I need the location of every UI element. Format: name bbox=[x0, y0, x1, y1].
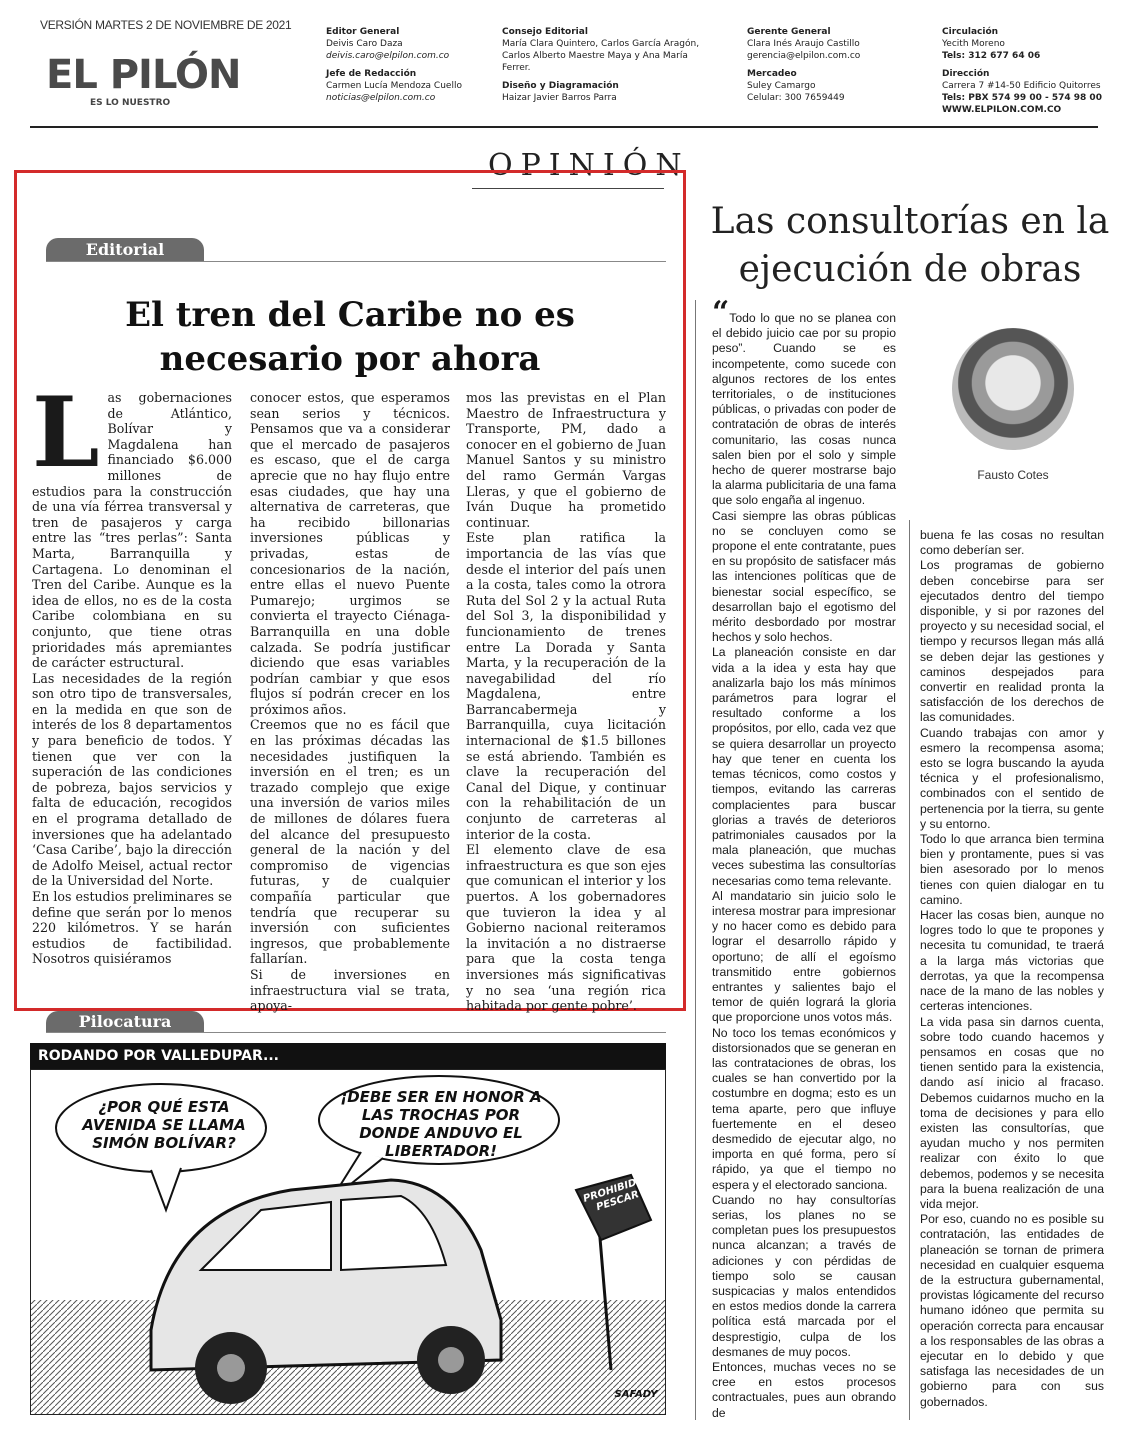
paragraph: La planeación consiste en dar vida a la idea y esta hay que analizarla bajo los más mínimos parámetros para lograr el resultado conforme a los propósitos, por ello, cada vez que se quiera desarrollar un proyecto hay que tener en cuenta los temas técnicos, como costos y tiempos, evitando las carreras complacientes para buscar glorias a través de deterioros patrimoniales causados por la mala planeación, que muchas veces subestima las consultorías necesarias como tema relevante. bbox=[712, 645, 896, 888]
column-headline: Las consultorías en la ejecución de obras bbox=[710, 201, 1110, 290]
staff-title: Mercadeo bbox=[747, 69, 797, 79]
sign-text: PROHIBIDO PESCAR bbox=[581, 1174, 647, 1214]
staff-block-editor bbox=[326, 26, 496, 104]
staff-name: Haizar Javier Barros Parra bbox=[502, 93, 617, 103]
staff-title: Consejo Editorial bbox=[502, 27, 588, 37]
staff-name: Deivis Caro Daza bbox=[326, 39, 403, 49]
paragraph: Cuando trabajas con amor y esmero la recompensa asoma; esto se logra buscando la ayuda técnica y el profesionalismo, combinados con el sentido de pertenencia por la tierra, su gente y su entorno. bbox=[920, 725, 1104, 831]
staff-block-manager bbox=[747, 26, 917, 104]
cartoon-panel bbox=[30, 1069, 666, 1415]
paragraph: conocer estos, que esperamos sean serios y técnicos. Pensamos que va a considerar que el mercado de pasajeros es escaso, que el de carga aprecie que no hay flujo entre esas ciudades, que hay una alternativa de carreteras, que ha recibido billonarias inversiones públicas y privadas, estas de concesionarios de la nación, entre ellas el nuevo Puente Pumarejo; urgimos se convierta el trayecto Ciénaga-Barranquilla en una doble calzada. Se podría justificar diciendo que esas variables podrían cambiar y que esos flujos sí podrán crecer en los próximos años. bbox=[250, 390, 450, 717]
editorial-label: Editorial bbox=[46, 238, 204, 262]
staff-email: gerencia@elpilon.com.co bbox=[747, 51, 861, 61]
cartoon-label: Pilocatura bbox=[46, 1011, 204, 1033]
paragraph: La vida pasa sin darnos cuenta, sobre todo cuando hacemos y pensamos en cosas que no tienen sentido para la existencia, dando así inicio al fracaso. Debemos cuidarnos mucho en la toma de decisiones y para ello existen las consultorías, que ayudan mucho y nos permiten realizar con éxito lo que debemos, podemos y se necesita para la buena realización de una vida mejor. bbox=[920, 1014, 1104, 1211]
dropcap: L bbox=[32, 376, 100, 489]
column-divider bbox=[695, 300, 696, 1420]
paragraph: mos las previstas en el Plan Maestro de Infraestructura y Transporte, PM, dado a conocer en el gobierno de Juan Manuel Santos y su ministro del ramo Germán Vargas Lleras, y que el gobierno de Iván Duque ha prometido continuar. bbox=[466, 390, 666, 530]
staff-address: Carrera 7 #14-50 Edificio Quitorres bbox=[942, 81, 1101, 91]
paragraph: En los estudios preliminares se define que serán por lo menos 220 kilómetros. Y se harán estudios de factibilidad. Nosotros quisiéramos bbox=[32, 889, 232, 967]
author-name: Fausto Cotes bbox=[977, 468, 1049, 482]
staff-title: Editor General bbox=[326, 27, 400, 37]
paragraph: as gobernaciones de Atlántico, Bolívar y Magdalena han financiado $6.000 millones de estudios para la construcción de una vía férrea transversal y tren de pasajeros y carga entre las “tres perlas”: Santa Marta, Barranquilla y Cartagena. Lo denominan el Tren del Caribe. Aunque es la idea de ellos, no es de la costa Caribe colombiana en su conjunto, que tiene otras prioridades más apremiantes de carácter estructural. bbox=[32, 390, 232, 671]
dateline: VERSIÓN MARTES 2 DE NOVIEMBRE DE 2021 bbox=[40, 18, 292, 32]
website-link[interactable]: WWW.ELPILON.COM.CO bbox=[942, 105, 1062, 115]
staff-name: Suley Camargo bbox=[747, 81, 816, 91]
bubble-right-text: ¡DEBE SER EN HONOR A LAS TROCHAS POR DONDE ANDUVO EL LIBERTADOR! bbox=[340, 1088, 542, 1160]
cartoonist-signature: SAFADY bbox=[614, 1389, 658, 1400]
paragraph: Hacer las cosas bien, aunque no logres todo lo que te propones y necesita tu comunidad, te traerá a la larga más victorias que derrotas, ya que la recompensa nace de la mano de las nobles y certeras intenciones. bbox=[920, 908, 1104, 1014]
staff-line: Carlos Alberto Maestre Maya y Ana María bbox=[502, 51, 688, 61]
paragraph: Por eso, cuando no es posible su contratación, las entidades de planeación se tornan de primera necesidad en cualquier esquema de la estructura gubernamental, provistas lógicamente del recurso humano idóneo que permita su operación correcta para encausar a los responsables de las obras a ejecutar en lo debido y que satisfaga las necesidades de un gobierno para con sus gobernados. bbox=[920, 1212, 1104, 1409]
staff-phone: Tels: 312 677 64 06 bbox=[942, 51, 1041, 61]
staff-email: deivis.caro@elpilon.com.co bbox=[326, 51, 450, 61]
editorial-column-2 bbox=[250, 390, 450, 1014]
editorial-label-line bbox=[46, 261, 666, 262]
column-text-b bbox=[920, 528, 1104, 1410]
paragraph: Las necesidades de la región son otro tipo de transversales, en la medida en que son de interés de los 8 departamentos y para beneficio de todos. Y tienen que ver con la superación de las condiciones de pobreza, bajos servicios y falta de educación, recogidos en el programa detallado de inversiones que ha adelantado ‘Casa Caribe’, bajo la dirección de Adolfo Meisel, actual rector de la Universidad del Norte. bbox=[32, 670, 232, 889]
column-text-a bbox=[712, 295, 896, 1421]
paragraph: Cuando no hay consultorías serias, los planes no se completan pues los presupuestos nunca alcanzan; a través de adiciones y con pérdidas de tiempo solo se causan suspicacias y malos entendidos en estos medios donde la carrera política está marcada por el desprestigio, culpa de los desmanes de muy pocos. bbox=[712, 1192, 896, 1359]
cartoon-strip-title: RODANDO POR VALLEDUPAR... bbox=[30, 1043, 666, 1069]
paragraph: Si de inversiones en infraestructura vial se trata, apoya- bbox=[250, 966, 450, 1014]
lead-quote: Todo lo que no se planea con el debido juicio cae por su propio peso”. bbox=[712, 311, 896, 356]
editorial-column-3 bbox=[466, 390, 666, 1014]
paragraph: Los programas de gobierno deben concebirse para ser ejecutados dentro del tiempo disponible, y si por razones del proyecto y su necesidad social, el tiempo y recursos llegan más allá se deben dejar las gestiones y caminos despejados para convertir en realidad pronta la satisfacción de los derechos de las comunidades. bbox=[920, 558, 1104, 725]
staff-line: Ferrer. bbox=[502, 63, 531, 73]
paragraph: Creemos que no es fácil que en las próximas décadas las necesidades justifiquen la inversión en el tren; es un trazado complejo que exige una inversión de varios miles de millones de dólares fuera del alcance del presupuesto general de la nación y del compromiso de vigencias futuras, y de cualquier compañía particular que tendría que recuperar su inversión con suficientes ingresos, que probablemente fallarían. bbox=[250, 717, 450, 967]
author-avatar bbox=[952, 328, 1074, 450]
masthead-rule bbox=[30, 126, 1098, 128]
column-divider bbox=[909, 520, 910, 1420]
staff-phone: Tels: PBX 574 99 00 - 574 98 00 bbox=[942, 93, 1102, 103]
editorial-headline: El tren del Caribe no es necesario por ahora bbox=[125, 295, 575, 379]
bubble-left-text: ¿POR QUÉ ESTA AVENIDA SE LLAMA SIMÓN BOLÍVAR? bbox=[82, 1098, 246, 1152]
editorial-column-1 bbox=[32, 376, 232, 967]
staff-name: Carmen Lucía Mendoza Cuello bbox=[326, 81, 462, 91]
staff-phone: Celular: 300 7659449 bbox=[747, 93, 845, 103]
quote-mark-icon: “ bbox=[712, 295, 730, 330]
staff-block-council bbox=[502, 26, 717, 104]
paragraph: Entonces, muchas veces no se cree en estos procesos contractuales, pues aun obrando de bbox=[712, 1360, 896, 1420]
staff-title: Jefe de Redacción bbox=[326, 69, 417, 79]
staff-email: noticias@elpilon.com.co bbox=[326, 93, 436, 103]
paragraph: Todo lo que arranca bien termina bien y prontamente, pues si vas bien asesorado por lo menos tienes con quien dialogar en tu camino. bbox=[920, 832, 1104, 907]
staff-title: Circulación bbox=[942, 27, 999, 37]
staff-name: Clara Inés Araujo Castillo bbox=[747, 39, 860, 49]
staff-title: Diseño y Diagramación bbox=[502, 81, 619, 91]
paragraph: El elemento clave de esa infraestructura es que son ejes que comunican el interior y los puertos. A los gobernadores que tuvieron la idea y al Gobierno nacional reiteramos la invitación a no distraerse para que la costa tenga inversiones más significativas y no sea ‘una región rica habitada por gente pobre’. bbox=[466, 842, 666, 1014]
cartoon-label-line bbox=[46, 1032, 666, 1033]
staff-name: Yecith Moreno bbox=[942, 39, 1005, 49]
staff-line: María Clara Quintero, Carlos García Aragón, bbox=[502, 39, 700, 49]
paragraph: Casi siempre las obras públicas no se concluyen como se propone el ente contratante, pues en su propósito de satisfacer más las intenciones políticas que de bienestar social específico, se desarrollan bajo el egotismo del mérito desbordado por mostrar hechos y solo hechos. bbox=[712, 508, 896, 645]
paragraph: Al mandatario sin juicio solo le interesa mostrar para impresionar y no hacer como es debido para lograr el desarrollo rápido y oportuno; de allí el egoísmo transmitido entre gobiernos entrantes y salientes bajo el temor de quién logrará la gloria que proporcione unos votos más. bbox=[712, 888, 896, 1025]
section-title: OPINIÓN bbox=[488, 148, 690, 183]
paragraph: buena fe las cosas no resultan como deberían ser. bbox=[920, 528, 1104, 558]
staff-title: Gerente General bbox=[747, 27, 831, 37]
newspaper-logo: EL PILÓN bbox=[46, 52, 241, 98]
staff-title: Dirección bbox=[942, 69, 990, 79]
paragraph: No toco los temas económicos y distorsionados que se generan en las contrataciones de obras, los cuales se han convertido por la costumbre en dogma; esto es un tema aparte, pero que influye fuertemente en el deseo desmedido de ejecutar algo, no importa en qué forma, pero sí rápido, ya que el tiempo no espera y el electorado sanciona. bbox=[712, 1025, 896, 1192]
staff-block-circulation bbox=[942, 26, 1122, 116]
logo-tagline: ES LO NUESTRO bbox=[90, 98, 171, 108]
paragraph: Cuando se es incompetente, como sucede con algunos rectores de los entes territoriales, o de instituciones públicas, o privadas con poder de contratación de obras de interés comunitario, las cosas nunca salen bien por el solo y simple hecho de querer mostrarse bajo la alarma publicitaria de una fama que solo engaña al ingenuo. bbox=[712, 341, 896, 508]
paragraph: Este plan ratifica la importancia de las vías que desde el interior del país unen a la costa, tales como la otrora Ruta del Sol 2 y la actual Ruta del Sol 3, la disponibilidad y funcionamiento de trenes entre La Dorada y Santa Marta, y la recuperación de la navegabilidad del río Magdalena, entre Barrancabermeja y Barranquilla, cuya licitación internacional de $1.5 billones se está abriendo. También es clave la recuperación del Canal del Dique, y continuar con la rehabilitación de un conjunto de carreteras al interior de la costa. bbox=[466, 530, 666, 842]
